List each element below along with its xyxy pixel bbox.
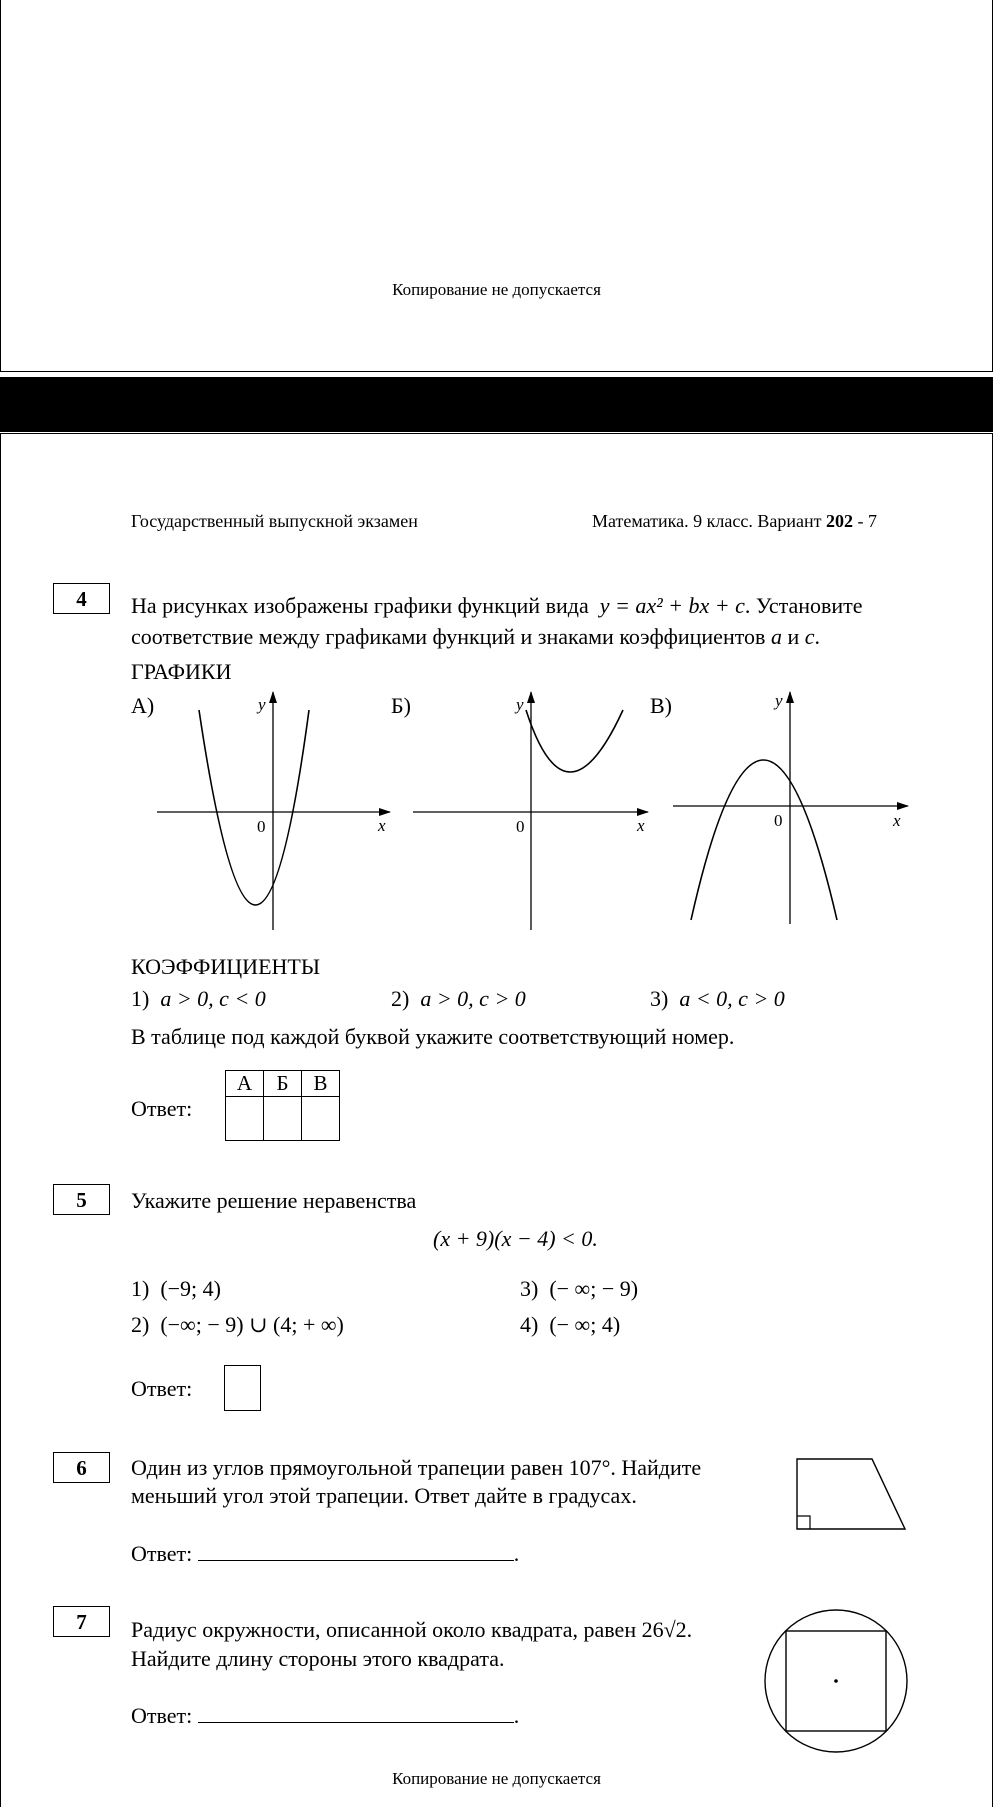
graph-a-parabola [199,710,309,905]
graph-v-parabola [691,760,837,920]
coef-option-3: 3) a < 0, c > 0 [650,986,785,1011]
answer-header-a: А [226,1071,264,1097]
graph-label-a: А) [131,693,155,718]
page-separator-band [0,377,993,432]
task-number-5: 5 [53,1184,110,1215]
task4-instruction: В таблице под каждой буквой укажите соответствующий номер. [131,1024,735,1049]
graph-a-x-label: x [378,816,386,835]
graph-a [157,692,390,930]
task5-answer-label: Ответ: [131,1376,193,1401]
task-number-6: 6 [53,1452,110,1483]
header-right: Математика. 9 класс. Вариант 202 - 7 [592,511,877,531]
graph-a-y-label: y [258,695,266,714]
coef-option-1: 1) a > 0, c < 0 [131,986,266,1011]
task4-answer-table [225,1070,340,1141]
answer-cell-b[interactable] [264,1097,302,1141]
answer-cell-a[interactable] [226,1097,264,1141]
task7-line2: Найдите длину стороны этого квадрата. [131,1646,505,1671]
parabola-graphs [0,680,993,940]
task5-option-1: 1) (−9; 4) [131,1276,221,1301]
answer-cell-v[interactable] [302,1097,340,1141]
graph-v-x-label: x [893,811,901,830]
task7-answer: Ответ: . [131,1700,519,1731]
graph-label-v: В) [650,693,672,718]
task5-inequality: (x + 9)(x − 4) < 0. [433,1226,598,1251]
task4-line1: На рисунках изображены графики функций вида y = ax² + bx + c. Установите [131,593,863,618]
header-left: Государственный выпускной экзамен [131,511,418,531]
graph-b-zero: 0 [516,817,525,836]
task-number-4: 4 [53,583,110,614]
graph-b [413,692,648,930]
coef-option-2: 2) a > 0, c > 0 [391,986,526,1011]
previous-page [0,0,993,372]
graph-label-b: Б) [391,693,411,718]
task6-answer-line[interactable] [198,1538,514,1561]
task6-line1: Один из углов прямоугольной трапеции равен 107°. Найдите [131,1455,702,1480]
task7-line1: Радиус окружности, описанной около квадрата, равен 26√2. [131,1617,693,1642]
task6-answer: Ответ: . [131,1538,519,1569]
task4-line2: соответствие между графиками функций и знаками коэффициентов a и c. [131,624,820,649]
page-footer-1: Копирование не допускается [392,280,601,299]
graph-v-zero: 0 [774,811,783,830]
task5-answer-box[interactable] [224,1365,261,1411]
graph-a-zero: 0 [257,817,266,836]
task-number-7: 7 [53,1606,110,1637]
graph-b-y-label: y [516,695,524,714]
trapezoid-figure [790,1455,910,1535]
task5-text: Укажите решение неравенства [131,1188,417,1213]
page-footer-2: Копирование не допускается [392,1769,601,1788]
coef-title: КОЭФФИЦИЕНТЫ [131,954,321,979]
task4-formula: y = ax² + bx + c [599,593,745,618]
answer-header-b: Б [264,1071,302,1097]
task5-option-3: 3) (− ∞; − 9) [520,1276,639,1301]
task5-option-4: 4) (− ∞; 4) [520,1312,621,1337]
circle-square-figure [760,1605,912,1757]
graph-b-x-label: x [637,816,645,835]
graph-v [673,691,908,924]
graph-b-parabola [526,710,623,772]
task6-line2: меньший угол этой трапеции. Ответ дайте в градусах. [131,1483,637,1508]
task7-answer-line[interactable] [198,1700,514,1723]
task4-answer-label: Ответ: [131,1096,193,1121]
task5-option-2: 2) (−∞; − 9) ∪ (4; + ∞) [131,1312,344,1337]
answer-header-v: В [302,1071,340,1097]
graphs-title: ГРАФИКИ [131,659,232,684]
graph-v-y-label: y [775,691,783,710]
